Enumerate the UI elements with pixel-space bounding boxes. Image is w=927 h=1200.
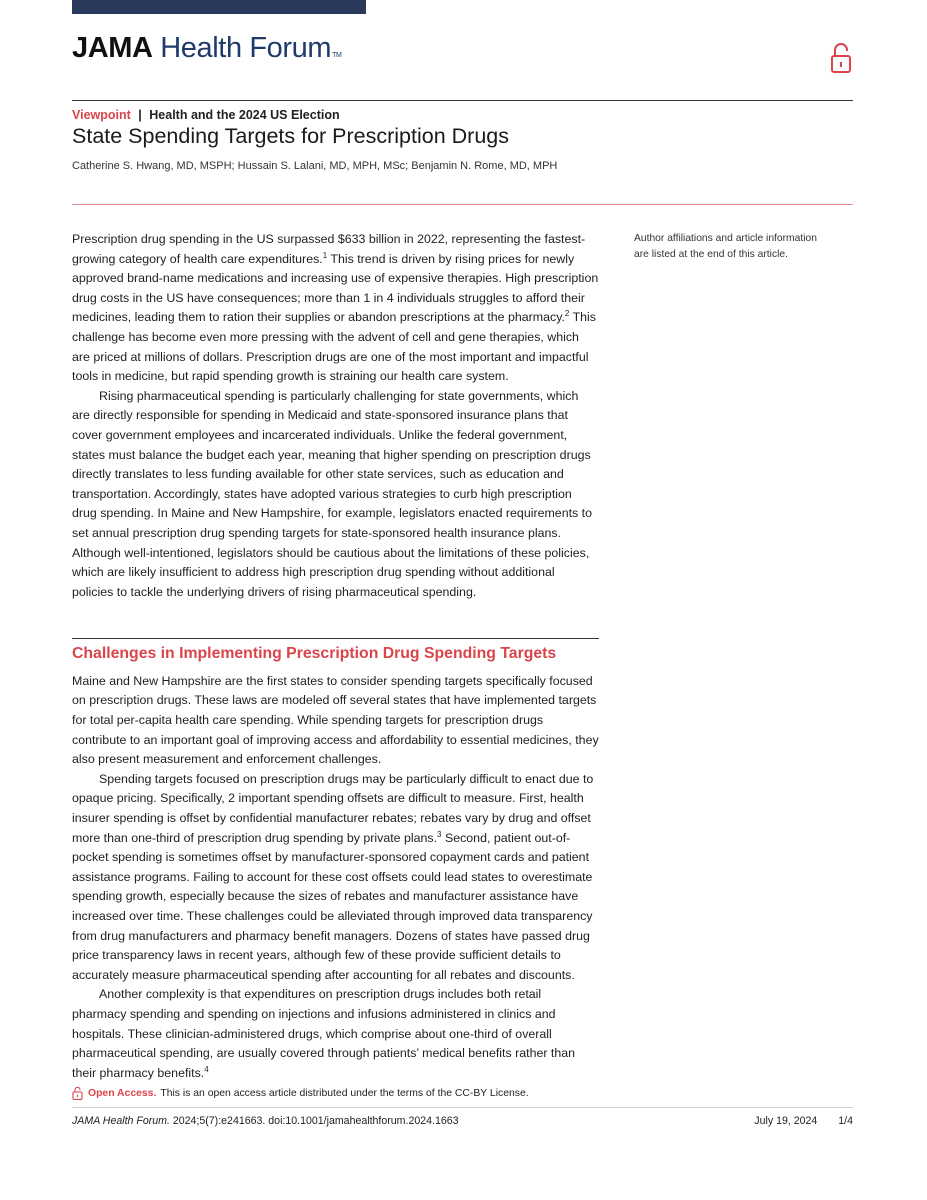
open-access-notice [72,1086,529,1100]
logo-jama: JAMA [72,32,153,64]
p4-text-b: Second, patient out-of-pocket spending is sometimes offset by manufacturer-sponsored copayment cards and patient assistance programs. Failing to account for these cost offsets could lead states to overestimate spending growth, especially because the sizes of rebates and manufacturer assistance have increased over time. These challenges could be alleviated through improved data transparency from drug manufacturers and pharmacy benefit managers. Dozens of states have passed drug price transparency laws in recent years, although few of these provide sufficient details to accurately measure pharmaceutical spending after accounting for all rebates and discounts. [72,830,593,982]
footer-citation[interactable]: 2024;5(7):e241663. doi:10.1001/jamahealthforum.2024.1663 [169,1115,459,1127]
top-color-bar [72,0,366,14]
publication-date: July 19, 2024 [754,1115,818,1127]
paragraph-5 [72,985,599,1083]
page-number: 1/4 [838,1115,853,1127]
section-heading: Challenges in Implementing Prescription Drug Spending Targets [72,645,557,663]
section-rule [72,638,599,639]
footer-journal: JAMA Health Forum. [72,1115,170,1127]
kicker-separator: | [138,108,142,122]
footer-right [754,1115,853,1127]
p1-text-a: Prescription drug spending in the US surpassed $633 billion in 2022, representing the fastest-growing category of health care expenditures. [72,232,586,266]
open-access-text: This is an open access article distributed under the terms of the CC-BY License. [160,1087,529,1099]
affiliations-note: Author affiliations and article information are listed at the end of this article. [634,233,817,260]
open-lock-icon [829,42,853,74]
p1-text-b: This trend is driven by rising prices for newly approved brand-name medications and increasing use of expensive therapies. High prescription drug costs in the US have consequences; more than 1 in 4 individuals struggles to afford their medicines, leading them to ration their supplies or abandon prescriptions at the pharmacy. [72,251,599,325]
open-access-label: Open Access. [88,1087,157,1099]
p1-text-c: This challenge has become even more pressing with the advent of cell and gene therapies, which are priced at millions of dollars. Prescription drugs are one of the most important and impactful tools in medicine, but rapid spending growth is straining our health care system. [72,310,597,384]
journal-logo[interactable] [72,32,341,65]
paragraph-1 [72,230,599,387]
article-title: State Spending Targets for Prescription Drugs [72,124,510,148]
footer-rule [72,1107,853,1108]
article-body [72,230,599,1083]
title-rule [72,204,853,205]
reference-2[interactable]: 2 [564,309,570,319]
paragraph-2: Rising pharmaceutical spending is particularly challenging for state governments, which are directly responsible for spending in Medicaid and state-sponsored insurance plans that cover government employees and incarcerated individuals. Unlike the federal government, states must balance the budget each year, meaning that higher spending on prescription drugs directly translates to less funding available for other state services, such as education and transportation. Accordingly, states have adopted various strategies to curb high prescription drug spending. In Maine and New Hampshire, for example, legislators enacted requirements to set annual prescription drug spending targets for state-sponsored health insurance plans. Although well-intentioned, legislators should be cautious about the limitations of these policies, which are likely insufficient to address high prescription drug spending without additional policies to tackle the underlying drivers of rising pharmaceutical spending. [72,388,592,599]
author-list: Catherine S. Hwang, MD, MSPH; Hussain S. Lalani, MD, MPH, MSc; Benjamin N. Rome, MD, MPH [72,160,558,172]
reference-1[interactable]: 1 [322,250,328,260]
header-rule [72,100,853,101]
article-kicker [72,108,340,122]
reference-4[interactable]: 4 [204,1064,209,1074]
open-access-lock-icon [72,1086,83,1100]
article-topic[interactable]: Health and the 2024 US Election [149,108,340,122]
p5-text-a: Another complexity is that expenditures on prescription drugs includes both retail pharmacy spending and spending on injections and infusions administered in clinics and hospitals. These clinician-administered drugs, which comprise about one-third of overall pharmaceutical spending, are usually covered through patients’ medical benefits rather than their pharmacy benefits. [72,987,576,1080]
article-type[interactable]: Viewpoint [72,108,131,122]
paragraph-4 [72,770,599,986]
paragraph-3: Maine and New Hampshire are the first states to consider spending targets specifically focused on prescription drugs. These laws are modeled off several states that have implemented targets for total per-capita health care spending. While spending targets for prescription drugs contribute to an important goal of improving access and affordability to essential medicines, they also present measurement and enforcement challenges. [72,673,599,767]
logo-health-forum: Health Forum [160,32,332,64]
reference-3[interactable]: 3 [437,829,442,839]
page-footer [72,1115,853,1127]
logo-trademark: TM [332,52,342,59]
p4-text-a: Spending targets focused on prescription drugs may be particularly difficult to enact due to opaque pricing. Specifically, 2 important spending offsets are difficult to measure. First, health insurer spending is offset by confidential manufacturer rebates; rebates vary by drug and offset more than one-third of prescription drug spending by private plans. [72,771,594,845]
